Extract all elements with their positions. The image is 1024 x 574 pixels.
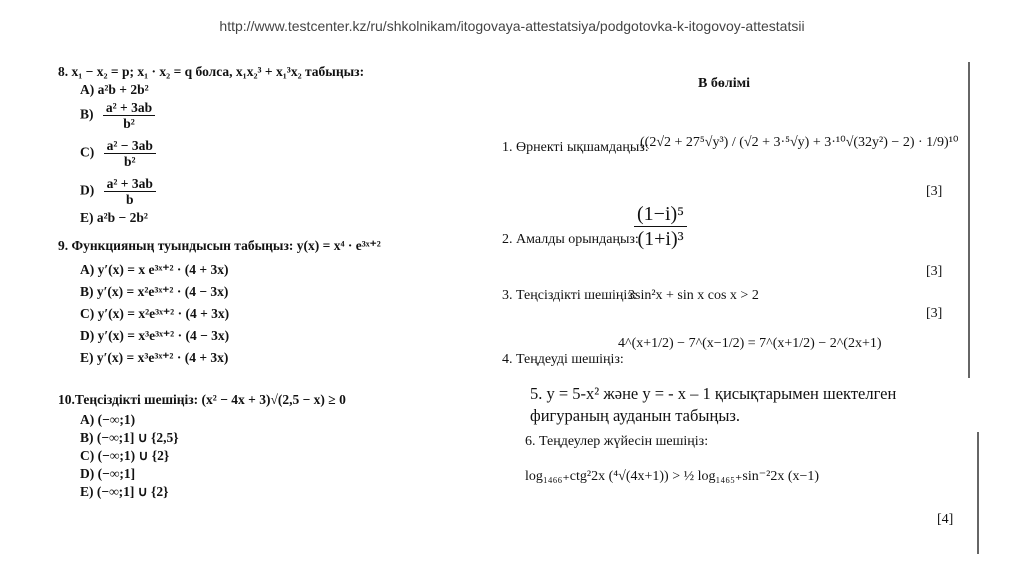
q9-option-a: A) y′(x) = x e³ˣ⁺² · (4 + 3x)	[80, 262, 229, 277]
task-6-mark: [4]	[937, 512, 954, 527]
part-b-panel	[490, 62, 970, 378]
task-2-label: 2. Амалды орындаңыз:	[502, 232, 639, 247]
q8-option-e: E) a²b − 2b²	[80, 210, 148, 225]
q9-option-b: B) y′(x) = x²e³ˣ⁺² · (4 − 3x)	[80, 284, 229, 299]
source-url: http://www.testcenter.kz/ru/shkolnikam/itogovaya-attestatsiya/podgotovka-k-itogovoy-attestatsii	[219, 18, 805, 34]
divider-line	[968, 62, 970, 378]
q8-option-c: C) $\frac{\text{a² − 3ab}}{\text{b²}}$	[80, 138, 156, 169]
part-b-title: В бөлімі	[698, 76, 751, 91]
task-1-mark: [3]	[926, 184, 943, 199]
q8-c-fraction: $\frac{\text{a² − 3ab}}{\text{b²}}$	[104, 138, 156, 169]
task-6-label: 6. Теңдеулер жүйесін шешіңіз:	[525, 434, 709, 449]
task-3-mark: [3]	[926, 306, 943, 321]
q8-option-d: D) $\frac{\text{a² + 3ab}}{b}$	[80, 176, 156, 207]
task-1-formula: ((2√2 + 27⁵√y³) / (√2 + 3·⁵√y) + 3·¹⁰√(32y²) − 2) · 1/9)¹⁰	[640, 135, 959, 150]
q8-option-a: A) a²b + 2b²	[80, 82, 149, 97]
q10-option-e: E) (−∞;1] ∪ {2}	[80, 484, 169, 499]
q10-option-a: A) (−∞;1)	[80, 412, 136, 427]
q10-option-c: C) (−∞;1) ∪ {2}	[80, 448, 170, 463]
q9-option-d: D) y′(x) = x³e³ˣ⁺² · (4 − 3x)	[80, 328, 230, 343]
question-10: 10.Теңсіздікті шешіңіз: (x² − 4x + 3)√(2,5 − x) ≥ 0	[58, 392, 346, 407]
task-2-formula: $\frac{\text{(1−i)⁵}}{\text{(1+i)³}}$	[628, 202, 687, 251]
q9-option-e: E) y′(x) = x³e³ˣ⁺² · (4 + 3x)	[80, 350, 229, 365]
q8-b-fraction: $\frac{\text{a² + 3ab}}{\text{b²}}$	[103, 100, 155, 131]
task-4-label: 4. Теңдеуді шешіңіз:	[502, 352, 624, 367]
task-5-text: 5. y = 5-x² және y = - x – 1 қисықтарымен шектелген фигураның ауданын табыңыз.	[530, 384, 897, 425]
task-6-formula: log₁₄₆₆₊ctg²2x (⁴√(4x+1)) > ½ log₁₄₆₅₊sin⁻²2x (x−1)	[525, 469, 820, 484]
q9-option-c: C) y′(x) = x²e³ˣ⁺² · (4 + 3x)	[80, 306, 230, 321]
question-9: 9. Функцияның туындысын табыңыз: y(x) = x⁴ · e³ˣ⁺²	[58, 238, 381, 253]
divider-line-bottom	[977, 432, 979, 554]
task-3-label: 3. Теңсіздікті шешіңіз:	[502, 288, 637, 303]
task-1-label: 1. Өрнекті ықшамдаңыз:	[502, 140, 649, 155]
question-8: 8. x₁ − x₂ = p; x₁ · x₂ = q болса, x₁x₂³ + x₁³x₂ табыңыз:	[58, 64, 365, 79]
q10-option-d: D) (−∞;1]	[80, 466, 136, 481]
q8-d-fraction: $\frac{\text{a² + 3ab}}{b}$	[104, 176, 156, 207]
q10-option-b: B) (−∞;1] ∪ {2,5}	[80, 430, 179, 445]
task-3-formula: 3sin²x + sin x cos x > 2	[628, 288, 759, 303]
task-2-mark: [3]	[926, 264, 943, 279]
task-4-formula: 4^(x+1/2) − 7^(x−1/2) = 7^(x+1/2) − 2^(2x+1)	[618, 336, 882, 351]
q8-option-b: B) $\frac{\text{a² + 3ab}}{\text{b²}}$	[80, 100, 155, 131]
